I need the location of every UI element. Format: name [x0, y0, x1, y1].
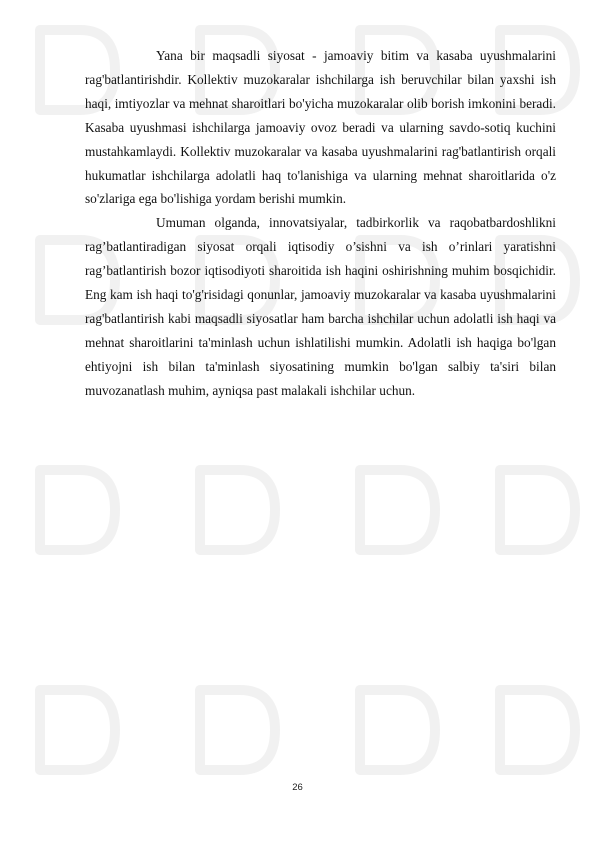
watermark-logo-icon [500, 470, 575, 550]
watermark-logo-icon [360, 470, 435, 550]
watermark-logo-icon [200, 470, 275, 550]
page-number: 26 [292, 782, 303, 793]
watermark-logo-icon [200, 690, 275, 770]
watermark-logo-icon [40, 470, 115, 550]
watermark-logo-icon [40, 690, 115, 770]
paragraph-economic-growth: Umuman olganda, innovatsiyalar, tadbirkorlik va raqobatbardoshlikni rag’batlantiradigan siyosat orqali iqtisodiy o’sishni va ish o’rinlari yaratishni rag’batlantirish bozor iqtisodiyoti sharoitida ish haqini oshirishning muhim bosqichidir. Eng kam ish haqi to'g'risidagi qonunlar, jamoaviy muzokaralar va kasaba uyushmalarini rag'batlantirish kabi maqsadli siyosatlar ham barcha ishchilar uchun adolatli ish haqi va mehnat sharoitlarini ta'minlash uchun ishlatilishi mumkin. Adolatli ish haqiga bo'lgan ehtiyojni ish bilan ta'minlash siyosatining mumkin bo'lgan salbiy ta'siri bilan muvozanatlash muhim, ayniqsa past malakali ishchilar uchun. [85, 215, 556, 398]
watermark-logo-icon [360, 690, 435, 770]
paragraph-collective-bargaining: Yana bir maqsadli siyosat - jamoaviy bitim va kasaba uyushmalarini rag'batlantirishdir. Kollektiv muzokaralar ishchilarga ish beruvchilar bilan yaxshi ish haqi, imtiyozlar va mehnat sharoitlari bo'yicha muzokaralar olib borish imkonini beradi. Kasaba uyushmasi ishchilarga jamoaviy ovoz beradi va ularning savdo-sotiq kuchini mustahkamlaydi. Kollektiv muzokaralar va kasaba uyushmalarini rag'batlantirish orqali hukumatlar ishchilarga adolatli haq to'lanishiga va ularning mehnat sharoitlarida o'z so'zlariga ega bo'lishiga yordam berishi mumkin. [85, 48, 556, 207]
watermark-logo-icon [500, 690, 575, 770]
body-text [85, 44, 556, 403]
